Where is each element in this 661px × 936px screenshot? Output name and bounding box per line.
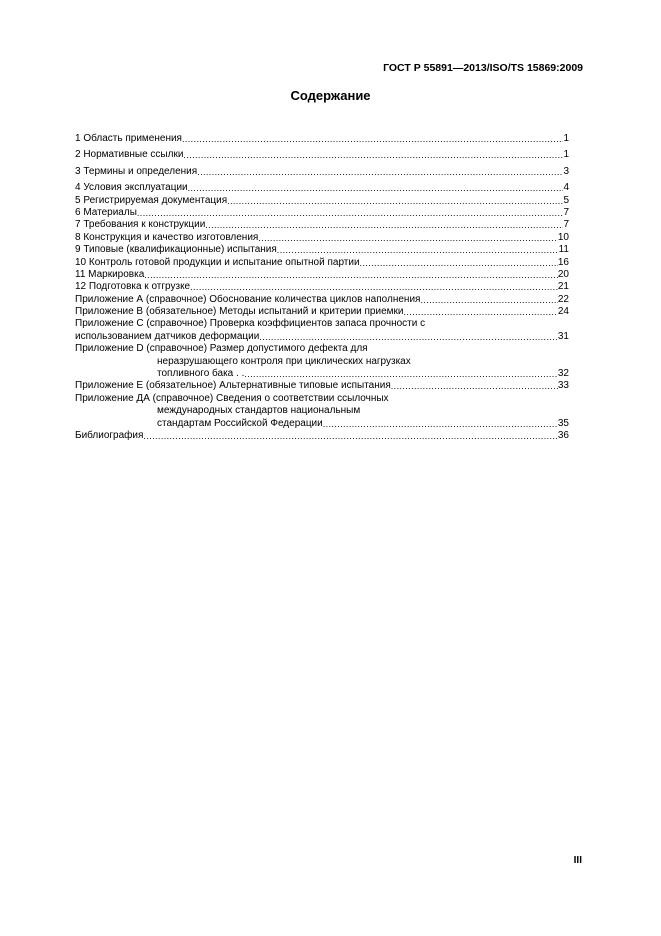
toc-entry-appendix-e[interactable]: Приложение Е (обязательное) Альтернативные типовые испытания ..... 33 (75, 380, 569, 392)
toc-entry-appendix-c[interactable]: Приложение С (справочное) Проверка коэффициентов запаса прочности с использованием датчиков деформации ..... 31 (75, 318, 569, 343)
toc-leader (197, 166, 563, 178)
toc-page: 1 (563, 132, 569, 144)
document-header: ГОСТ Р 55891—2013/ISO/TS 15869:2009 (383, 62, 583, 74)
toc-leader (143, 430, 557, 442)
toc-page: 33 (557, 380, 569, 392)
toc-entry-6[interactable]: 6 Материалы ..... 7 (75, 207, 569, 219)
toc-leader (244, 368, 558, 380)
toc-leader (137, 207, 564, 219)
toc-page: 16 (557, 256, 569, 268)
toc-leader (183, 149, 563, 161)
toc-page: 11 (558, 244, 569, 256)
toc-page: 32 (557, 368, 569, 380)
toc-entry-appendix-da[interactable]: Приложение ДА (справочное) Сведения о соответствии ссылочных международных стандартов национальным стандартам Российской Федерации ..... 35 (75, 393, 569, 430)
toc-entry-9[interactable]: 9 Типовые (квалификационные) испытания ..... 11 (75, 244, 569, 256)
toc-entry-5[interactable]: 5 Регистрируемая документация ..... 5 (75, 195, 569, 207)
table-of-contents (75, 133, 569, 442)
toc-leader (188, 182, 564, 194)
toc-leader (144, 269, 558, 281)
toc-page: 36 (557, 429, 569, 441)
toc-page: 7 (563, 206, 569, 218)
toc-entry-appendix-a[interactable]: Приложение А (справочное) Обоснование количества циклов наполнения ..... 22 (75, 294, 569, 306)
page-title: Содержание (290, 88, 371, 103)
toc-entry-3[interactable]: 3 Термины и определения ..... 3 (75, 166, 569, 178)
toc-page: 20 (557, 268, 569, 280)
toc-page: 21 (557, 281, 569, 293)
toc-page: 3 (563, 165, 569, 177)
toc-page: 5 (563, 194, 569, 206)
toc-entry-appendix-d[interactable]: Приложение D (справочное) Размер допустимого дефекта для неразрушающего контроля при циклических нагрузках топливного бака . . ..... 32 (75, 343, 569, 380)
page-number: III (573, 855, 582, 866)
toc-entry-11[interactable]: 11 Маркировка ..... 20 (75, 269, 569, 281)
toc-entry-appendix-b[interactable]: Приложение В (обязательное) Методы испытаний и критерии приемки ..... 24 (75, 306, 569, 318)
toc-page: 31 (557, 330, 569, 342)
toc-page: 35 (557, 417, 569, 429)
toc-entry-12[interactable]: 12 Подготовка к отгрузке ..... 21 (75, 281, 569, 293)
toc-entry-2[interactable]: 2 Нормативные ссылки ..... 1 (75, 149, 569, 161)
toc-leader (258, 232, 558, 244)
toc-page: 1 (563, 149, 569, 161)
toc-leader (277, 244, 559, 256)
toc-leader (420, 294, 557, 306)
toc-leader (323, 418, 558, 430)
toc-entry-4[interactable]: 4 Условия эксплуатации ..... 4 (75, 182, 569, 194)
toc-leader (391, 380, 558, 392)
toc-leader (227, 195, 563, 207)
toc-leader (190, 281, 558, 293)
toc-entry-bibliography[interactable]: Библиография ..... 36 (75, 430, 569, 442)
toc-leader (205, 219, 563, 231)
toc-page: 10 (557, 231, 569, 243)
toc-page: 24 (557, 306, 569, 318)
toc-page: 7 (563, 219, 569, 231)
toc-entry-1[interactable]: 1 Область применения ..... 1 (75, 133, 569, 145)
toc-leader (360, 257, 558, 269)
toc-leader (259, 331, 558, 343)
toc-leader (182, 133, 563, 145)
toc-entry-7[interactable]: 7 Требования к конструкции ..... 7 (75, 219, 569, 231)
toc-leader (403, 306, 557, 318)
toc-entry-10[interactable]: 10 Контроль готовой продукции и испытание опытной партии ..... 16 (75, 257, 569, 269)
toc-entry-8[interactable]: 8 Конструкция и качество изготовления ..... 10 (75, 232, 569, 244)
toc-page: 22 (557, 293, 569, 305)
toc-page: 4 (563, 182, 569, 194)
